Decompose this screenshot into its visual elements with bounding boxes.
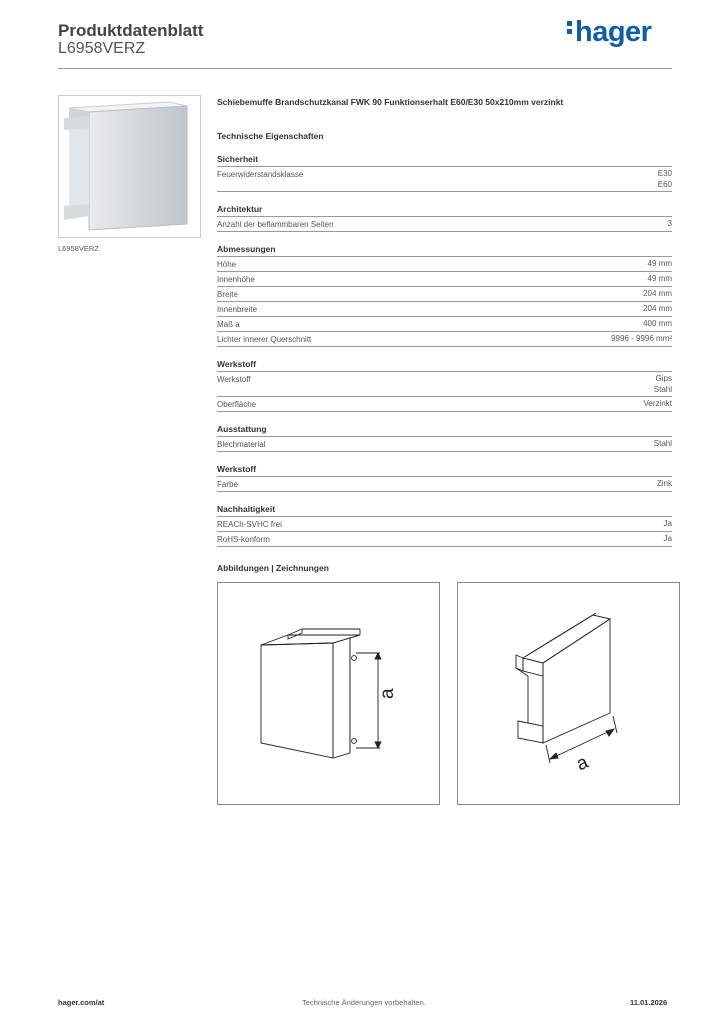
drawing-1-svg <box>218 583 439 804</box>
logo-text: hager <box>575 16 652 48</box>
spec-value: Stahl <box>653 439 672 448</box>
spec-label: Oberfläche <box>217 400 257 409</box>
section-title: Abmessungen <box>217 244 672 257</box>
spec-label: Lichter innerer Querschnitt <box>217 335 312 344</box>
spec-value: Ja <box>663 534 672 543</box>
spec-value: Zink <box>656 479 672 488</box>
tech-heading: Technische Eigenschaften <box>217 131 324 141</box>
spec-row <box>217 257 672 272</box>
spec-values <box>654 439 672 450</box>
spec-section <box>217 244 672 347</box>
product-photo-image <box>59 96 200 237</box>
spec-row <box>217 217 672 232</box>
product-description: Schiebemuffe Brandschutzkanal FWK 90 Funktionserhalt E60/E30 50x210mm verzinkt <box>217 97 564 107</box>
spec-value: Ja <box>663 519 672 528</box>
drawing-2-svg <box>458 583 679 804</box>
spec-value: 400 mm <box>643 319 672 328</box>
spec-value: 204 mm <box>643 304 672 313</box>
drawing-1 <box>217 582 440 805</box>
spec-row <box>217 437 672 452</box>
footer-notice: Technische Änderungen vorbehalten. <box>302 998 426 1007</box>
section-title: Werkstoff <box>217 464 672 477</box>
hager-logo <box>567 16 651 49</box>
dimension-label-2: a <box>573 751 592 776</box>
drawing-2 <box>457 582 680 805</box>
spec-row <box>217 317 672 332</box>
spec-value: Gips <box>655 374 672 383</box>
section-title: Nachhaltigkeit <box>217 504 672 517</box>
photo-caption: L6958VERZ <box>58 244 99 253</box>
spec-label: REACh-SVHC frei <box>217 520 282 529</box>
spec-values <box>668 219 672 230</box>
spec-row <box>217 302 672 317</box>
spec-label: Innenhöhe <box>217 275 255 284</box>
spec-values <box>664 519 672 530</box>
section-title: Werkstoff <box>217 359 672 372</box>
spec-label: Werkstoff <box>217 375 251 384</box>
spec-values <box>648 259 672 270</box>
footer-website[interactable]: hager.com/at <box>58 998 105 1007</box>
spec-label: Breite <box>217 290 238 299</box>
spec-label: Farbe <box>217 480 238 489</box>
spec-value: 3 <box>667 219 672 228</box>
spec-row <box>217 272 672 287</box>
spec-label: Innenbreite <box>217 305 258 314</box>
spec-values <box>648 274 672 285</box>
product-code: L6958VERZ <box>58 40 146 57</box>
spec-section <box>217 154 672 192</box>
section-title: Ausstattung <box>217 424 672 437</box>
spec-values <box>643 289 672 300</box>
spec-section <box>217 424 672 452</box>
spec-label: Maß a <box>217 320 240 329</box>
footer-date: 11.01.2026 <box>630 998 668 1007</box>
spec-row <box>217 397 672 412</box>
spec-values <box>664 534 672 545</box>
spec-label: Höhe <box>217 260 237 269</box>
spec-value: Stahl <box>653 384 672 394</box>
dimension-label-1: a <box>377 688 398 699</box>
spec-row <box>217 517 672 532</box>
spec-value: 49 mm <box>647 259 672 268</box>
spec-values <box>644 399 672 410</box>
spec-section <box>217 359 672 412</box>
spec-value: 204 mm <box>643 289 672 298</box>
spec-values <box>611 334 672 345</box>
spec-values <box>654 374 672 395</box>
product-photo <box>58 95 201 238</box>
spec-values <box>643 319 672 330</box>
spec-values <box>658 169 672 190</box>
spec-value: E60 <box>657 179 672 189</box>
spec-label: Blechmaterial <box>217 440 266 449</box>
page-title: Produktdatenblatt <box>58 21 204 40</box>
spec-row <box>217 332 672 347</box>
spec-section <box>217 464 672 492</box>
spec-value: 49 mm <box>647 274 672 283</box>
section-title: Sicherheit <box>217 154 672 167</box>
spec-values <box>657 479 672 490</box>
spec-row <box>217 287 672 302</box>
spec-sections <box>217 154 672 547</box>
spec-label: Anzahl der beflammbaren Seiten <box>217 220 334 229</box>
section-title: Architektur <box>217 204 672 217</box>
spec-row <box>217 477 672 492</box>
spec-row <box>217 372 672 397</box>
spec-value: E30 <box>657 169 672 178</box>
spec-label: Feuerwiderstandsklasse <box>217 170 304 179</box>
spec-row <box>217 167 672 192</box>
spec-content <box>217 97 672 547</box>
header-divider <box>58 68 672 69</box>
spec-section <box>217 504 672 547</box>
spec-value: 9996 - 9996 mm² <box>611 334 672 343</box>
spec-values <box>643 304 672 315</box>
spec-row <box>217 532 672 547</box>
spec-value: Verzinkt <box>643 399 672 408</box>
drawings-title: Abbildungen | Zeichnungen <box>217 563 329 573</box>
spec-section <box>217 204 672 232</box>
spec-label: RoHS-konform <box>217 535 270 544</box>
